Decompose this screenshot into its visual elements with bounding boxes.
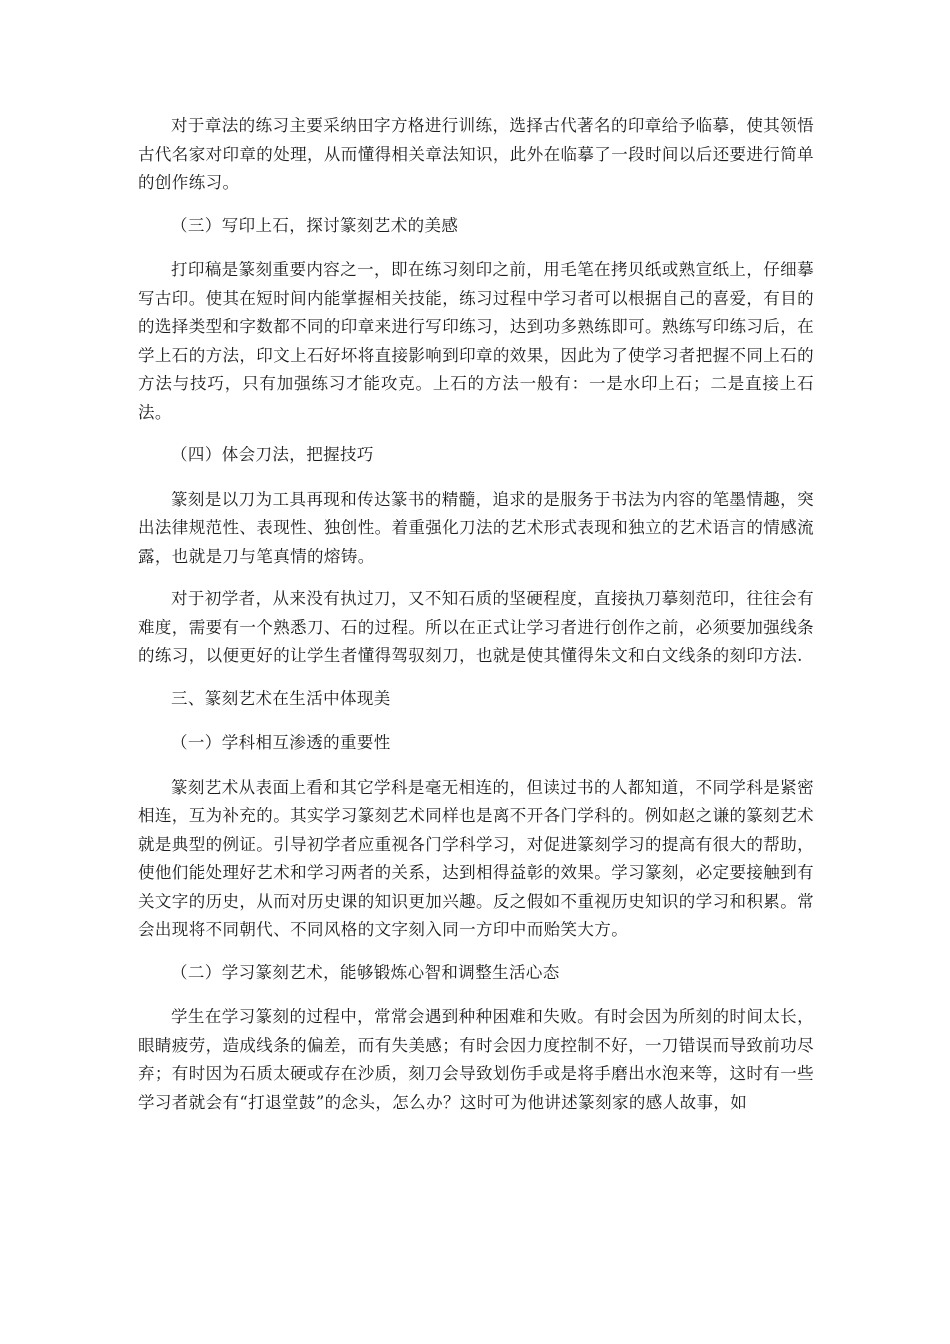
section-heading-3-2: （二）学习篆刻艺术，能够锻炼心智和调整生活心态 xyxy=(171,962,560,982)
paragraph-knife-technique: 篆刻是以刀为工具再现和传达篆书的精髓，追求的是服务于书法为内容的笔墨情趣，突出法律规范性、表现性、独创性。着重强化刀法的艺术形式表现和独立的艺术语言的情感流露，也就是刀与笔真情的熔铸。 xyxy=(138,489,814,566)
paragraph-beginners: 对于初学者，从来没有执过刀，又不知石质的坚硬程度，直接执刀摹刻范印，往往会有难度，需要有一个熟悉刀、石的过程。所以在正式让学习者进行创作之前，必须要加强线条的练习，以便更好的让学生者懂得驾驭刻刀，也就是使其懂得朱文和白文线条的刻印方法. xyxy=(138,589,814,665)
section-heading-4: （四）体会刀法，把握技巧 xyxy=(171,445,374,464)
paragraph-print-draft: 打印稿是篆刻重要内容之一，即在练习刻印之前，用毛笔在拷贝纸或熟宣纸上，仔细摹写古印。使其在短时间内能掌握相关技能，练习过程中学习者可以根据自己的喜爱，有目的的选择类型和字数都不同的印章来进行写印练习，达到功多熟练即可。熟练写印练习后，在学上石的方法，印文上石好坏将直接影响到印章的效果，因此为了使学习者把握不同上石的方法与技巧，只有加强练习才能攻克。上石的方法一般有：一是水印上石；二是直接上石法。 xyxy=(138,260,814,422)
paragraph-mind-training: 学生在学习篆刻的过程中，常常会遇到种种困难和失败。有时会因为所刻的时间太长，眼睛疲劳，造成线条的偏差，而有失美感；有时会因力度控制不好，一刀错误而导致前功尽弃；有时因为石质太硬或存在沙质，刻刀会导致划伤手或是将手磨出水泡来等，这时有一些学习者就会有“打退堂鼓”的念头，怎么办？这时可为他讲述篆刻家的感人故事，如 xyxy=(138,1007,814,1112)
section-heading-3: （三）写印上石，探讨篆刻艺术的美感 xyxy=(171,215,459,235)
paragraph-interdisciplinary: 篆刻艺术从表面上看和其它学科是毫无相连的，但读过书的人都知道，不同学科是紧密相连，互为补充的。其实学习篆刻艺术同样也是离不开各门学科的。例如赵之谦的篆刻艺术就是典型的例证。引导初学者应重视各门学科学习，对促进篆刻学习的提高有很大的帮助，使他们能处理好艺术和学习两者的关系，达到相得益彰的效果。学习篆刻，必定要接触到有关文字的历史，从而对历史课的知识更加兴趣。反之假如不重视历史知识的学习和积累。常会出现将不同朝代、不同风格的文字刻入同一方印中而贻笑大方。 xyxy=(138,777,814,939)
document-page xyxy=(138,112,814,1131)
section-heading-3-1: （一）学科相互渗透的重要性 xyxy=(171,733,391,752)
chapter-heading-3: 三、篆刻艺术在生活中体现美 xyxy=(171,688,391,708)
paragraph-composition-practice: 对于章法的练习主要采纳田字方格进行训练，选择古代著名的印章给予临摹，使其领悟古代名家对印章的处理，从而懂得相关章法知识，此外在临摹了一段时间以后还要进行简单的创作练习。 xyxy=(138,116,814,192)
